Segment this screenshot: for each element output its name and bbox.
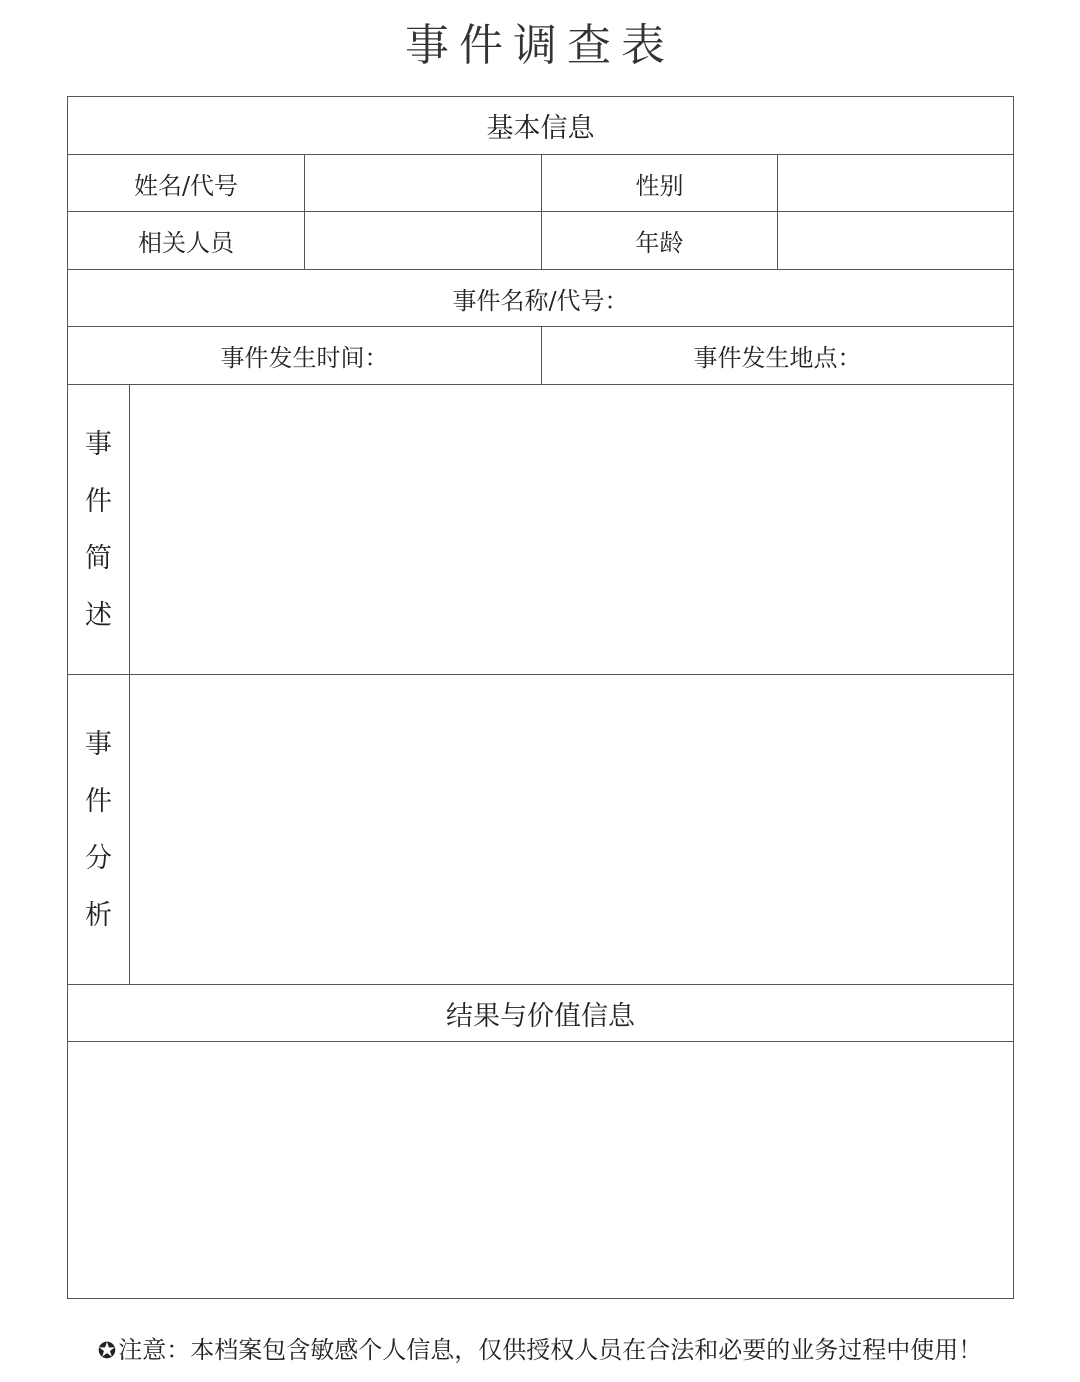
name-label: 姓名/代号 xyxy=(68,155,305,211)
star-circle-icon: ✪ xyxy=(97,1339,117,1364)
basic-info-header-row xyxy=(68,97,1013,155)
age-label: 年龄 xyxy=(542,212,778,269)
event-summary-label xyxy=(68,385,130,674)
event-name-row xyxy=(68,270,1013,327)
gender-label: 性别 xyxy=(542,155,778,211)
age-field[interactable] xyxy=(778,212,1013,269)
event-summary-field[interactable] xyxy=(130,385,1013,674)
gender-field[interactable] xyxy=(778,155,1013,211)
event-analysis-row xyxy=(68,675,1013,985)
basic-info-header: 基本信息 xyxy=(486,113,595,144)
name-field[interactable] xyxy=(305,155,542,211)
event-analysis-label-char: 件 xyxy=(85,785,112,817)
event-name-label[interactable]: 事件名称/代号： xyxy=(452,286,629,315)
event-summary-row xyxy=(68,385,1013,675)
investigation-form xyxy=(67,96,1014,1299)
event-location-label[interactable]: 事件发生地点： xyxy=(693,344,862,372)
event-analysis-label xyxy=(68,675,130,984)
event-analysis-field[interactable] xyxy=(130,675,1013,984)
event-summary-label-char: 简 xyxy=(85,542,112,574)
footer-note-text: 注意：本档案包含敏感个人信息，仅供授权人员在合法和必要的业务过程中使用！ xyxy=(118,1336,983,1364)
result-header: 结果与价值信息 xyxy=(446,1000,635,1032)
result-header-row xyxy=(68,985,1013,1042)
event-analysis-label-char: 分 xyxy=(85,842,112,874)
event-analysis-label-char: 析 xyxy=(85,899,112,931)
result-content-row xyxy=(68,1042,1013,1298)
footer-note xyxy=(0,1326,1080,1376)
related-age-row xyxy=(68,212,1013,270)
event-summary-label-char: 件 xyxy=(85,485,112,517)
event-time-location-row xyxy=(68,327,1013,385)
page-title: 事件调查表 xyxy=(405,20,675,71)
related-persons-label: 相关人员 xyxy=(68,212,305,269)
event-time-label[interactable]: 事件发生时间： xyxy=(68,327,542,384)
event-analysis-label-char: 事 xyxy=(85,728,112,760)
event-summary-label-char: 述 xyxy=(85,599,112,631)
related-persons-field[interactable] xyxy=(305,212,542,269)
event-summary-label-char: 事 xyxy=(85,428,112,460)
name-gender-row xyxy=(68,155,1013,212)
result-content-field[interactable] xyxy=(68,1042,1013,1298)
